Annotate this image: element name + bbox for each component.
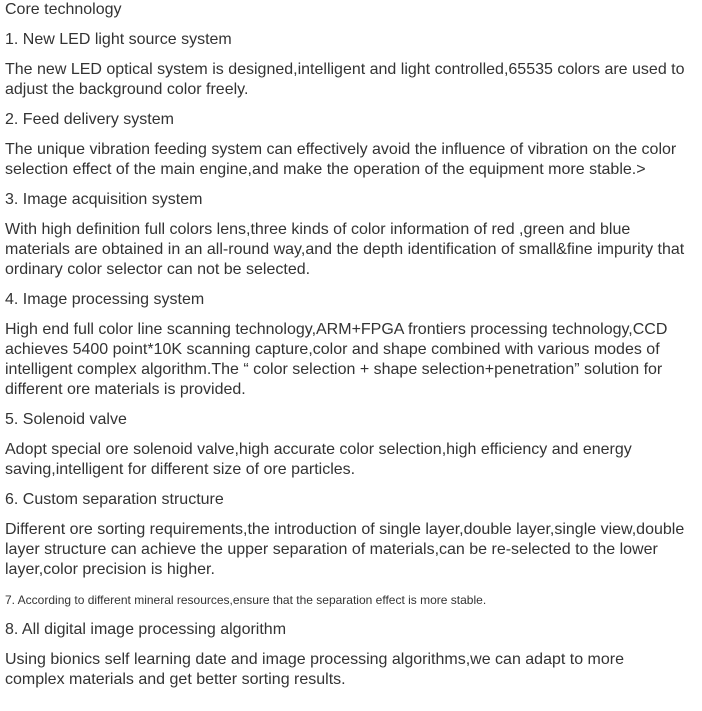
section-2-body: The unique vibration feeding system can effectively avoid the influence of vibration on the color selection effect of the main engine,and make the operation of the equipment more stable.> — [5, 141, 677, 178]
section-2-heading: 2. Feed delivery system — [5, 111, 174, 128]
section-5-body: Adopt special ore solenoid valve,high accurate color selection,high efficiency and energy saving,intelligent for different size of ore particles. — [5, 441, 632, 478]
section-8-heading: 8. All digital image processing algorithm — [5, 621, 287, 638]
section-1-body: The new LED optical system is designed,intelligent and light controlled,65535 colors are used to adjust the background color freely. — [5, 61, 685, 98]
section-6-body: Different ore sorting requirements,the introduction of single layer,double layer,single view,double layer structure can achieve the upper separation of materials,can be re-selected to the lower layer,color precision is higher. — [5, 521, 685, 578]
section-4-heading: 4. Image processing system — [5, 291, 205, 308]
section-3-heading: 3. Image acquisition system — [5, 191, 203, 208]
section-7-text: 7. According to different mineral resources,ensure that the separation effect is more stable. — [5, 593, 487, 607]
section-5-heading: 5. Solenoid valve — [5, 411, 127, 428]
section-3-body: With high definition full colors lens,three kinds of color information of red ,green and blue materials are obtained in an all-round way,and the depth identification of small&fine impurity that ordinary color selector can not be selected. — [5, 221, 685, 278]
section-4-body: High end full color line scanning technology,ARM+FPGA frontiers processing technology,CCD achieves 5400 point*10K scanning capture,color and shape combined with various modes of intelligent complex algorithm.The “ color selection + shape selection+penetration” solution for different ore materials is provided. — [5, 321, 668, 398]
section-8-body: Using bionics self learning date and image processing algorithms,we can adapt to more complex materials and get better sorting results. — [5, 651, 625, 688]
section-1-heading: 1. New LED light source system — [5, 31, 232, 48]
page-title: Core technology — [5, 1, 122, 18]
section-6-heading: 6. Custom separation structure — [5, 491, 224, 508]
